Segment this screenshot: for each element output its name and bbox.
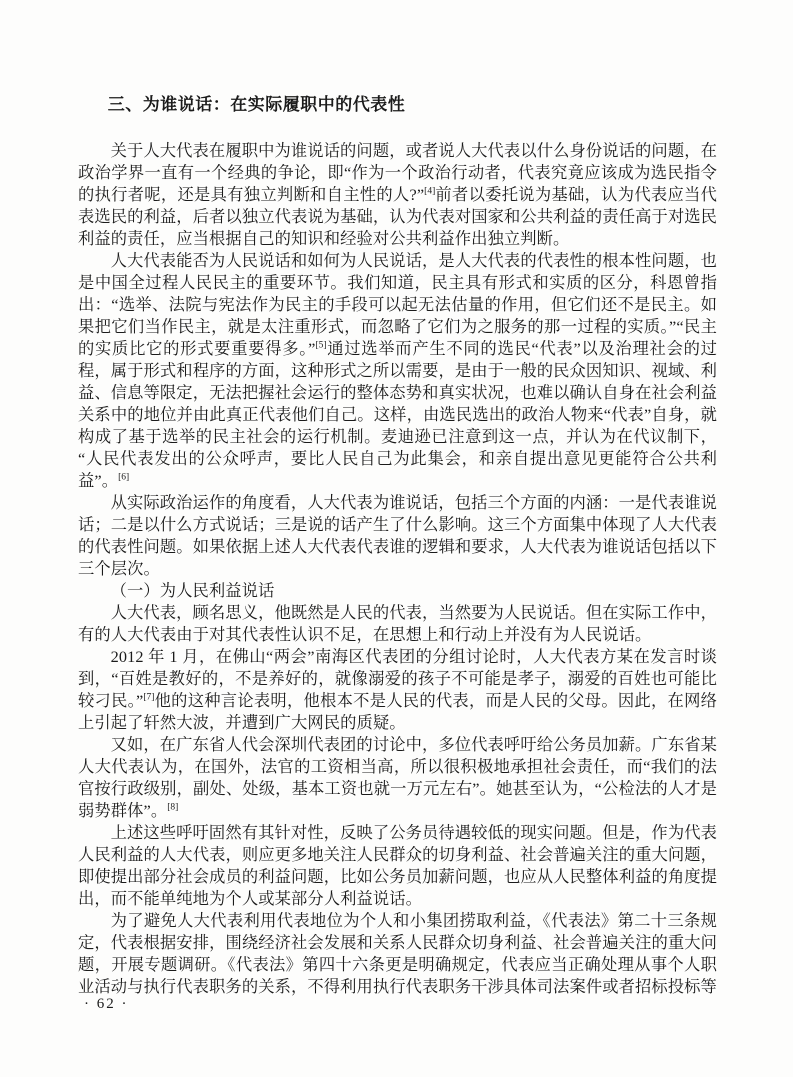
footnote-marker: [6] [118, 472, 130, 483]
paragraph: 人大代表能否为人民说话和如何为人民说话，是人大代表的代表性的根本性问题，也是中国全过程人民民主的重要环节。我们知道，民主具有形式和实质的区分，科恩曾指出：“选举、法院与宪法作为民主的手段可以起无法估量的作用，但它们还不是民主。如果把它们当作民主，就是太注重形式，而忽略了它们为之服务的那一过程的实质。”“民主的实质比它的形式要重要得多。”[5]通过选举而产生不同的选民“代表”以及治理社会的过程，属于形式和程序的方面，这种形式之所以需要，是由于一般的民众因知识、视域、利益、信息等限定，无法把握社会运行的整体态势和真实状况，也难以确认自身在社会利益关系中的地位并由此真正代表他们自己。这样，由选民选出的政治人物来“代表”自身，就构成了基于选举的民主社会的运行机制。麦迪逊已注意到这一点，并认为在代议制下，“人民代表发出的公众呼声，要比人民自己为此集会，和亲自提出意见更能符合公共利益”。[6] [78, 251, 717, 490]
paragraph: 2012 年 1 月，在佛山“两会”南海区代表团的分组讨论时，人大代表方某在发言时谈到，“百姓是教好的，不是养好的，就像溺爱的孩子不可能是孝子，溺爱的百姓也可能比较刁民。”[7]他的这种言论表明，他根本不是人民的代表，而是人民的父母。因此，在网络上引起了轩然大波，并遭到广大网民的质疑。 [78, 647, 717, 732]
page-number: · 62 · [84, 996, 129, 1012]
footnote-marker: [8] [167, 802, 179, 813]
paragraph: 为了避免人大代表利用代表地位为个人和小集团捞取利益，《代表法》第二十三条规定，代表根据安排，围绕经济社会发展和关系人民群众切身利益、社会普遍关注的重大问题，开展专题调研。《代表法》第四十六条更是明确规定，代表应当正确处理从事个人职业活动与执行代表职务的关系，不得利用执行代表职务干涉具体司法案件或者招标投标等 [78, 911, 717, 996]
article-body [78, 140, 717, 998]
footnote-marker: [4] [424, 186, 436, 197]
footnote-marker: [7] [143, 692, 155, 703]
section-heading: 三、为谁说话：在实际履职中的代表性 [107, 95, 406, 114]
paragraph: 又如，在广东省人代会深圳代表团的讨论中，多位代表呼吁给公务员加薪。广东省某人大代表认为，在国外，法官的工资相当高，所以很积极地承担社会责任，而“我们的法官按行政级别，副处、处级，基本工资也就一万元左右”。她甚至认为，“公检法的人才是弱势群体”。[8] [78, 735, 717, 820]
paragraph: 人大代表，顾名思义，他既然是人民的代表，当然要为人民说话。但在实际工作中，有的人大代表由于对其代表性认识不足，在思想上和行动上并没有为人民说话。 [78, 603, 717, 644]
footnote-marker: [5] [315, 340, 327, 351]
text-block [78, 95, 717, 998]
paragraph: 从实际政治运作的角度看，人大代表为谁说话，包括三个方面的内涵：一是代表谁说话；二是以什么方式说话；三是说的话产生了什么影响。这三个方面集中体现了人大代表的代表性问题。如果依据上述人大代表代表谁的逻辑和要求，人大代表为谁说话包括以下三个层次。 [78, 493, 717, 578]
subheading: （一）为人民利益说话 [110, 581, 275, 600]
paragraph: 上述这些呼吁固然有其针对性，反映了公务员待遇较低的现实问题。但是，作为代表人民利益的人大代表，则应更多地关注人民群众的切身利益、社会普遍关注的重大问题，即使提出部分社会成员的利益问题，比如公务员加薪问题，也应从人民整体利益的角度提出，而不能单纯地为个人或某部分人利益说话。 [78, 823, 717, 908]
paragraph: 关于人大代表在履职中为谁说话的问题，或者说人大代表以什么身份说话的问题，在政治学界一直有一个经典的争论，即“作为一个政治行动者，代表究竟应该成为选民指令的执行者呢，还是具有独立判断和自主性的人?”[4]前者以委托说为基础，认为代表应当代表选民的利益，后者以独立代表说为基础，认为代表对国家和公共利益的责任高于对选民利益的责任，应当根据自己的知识和经验对公共利益作出独立判断。 [78, 141, 718, 248]
